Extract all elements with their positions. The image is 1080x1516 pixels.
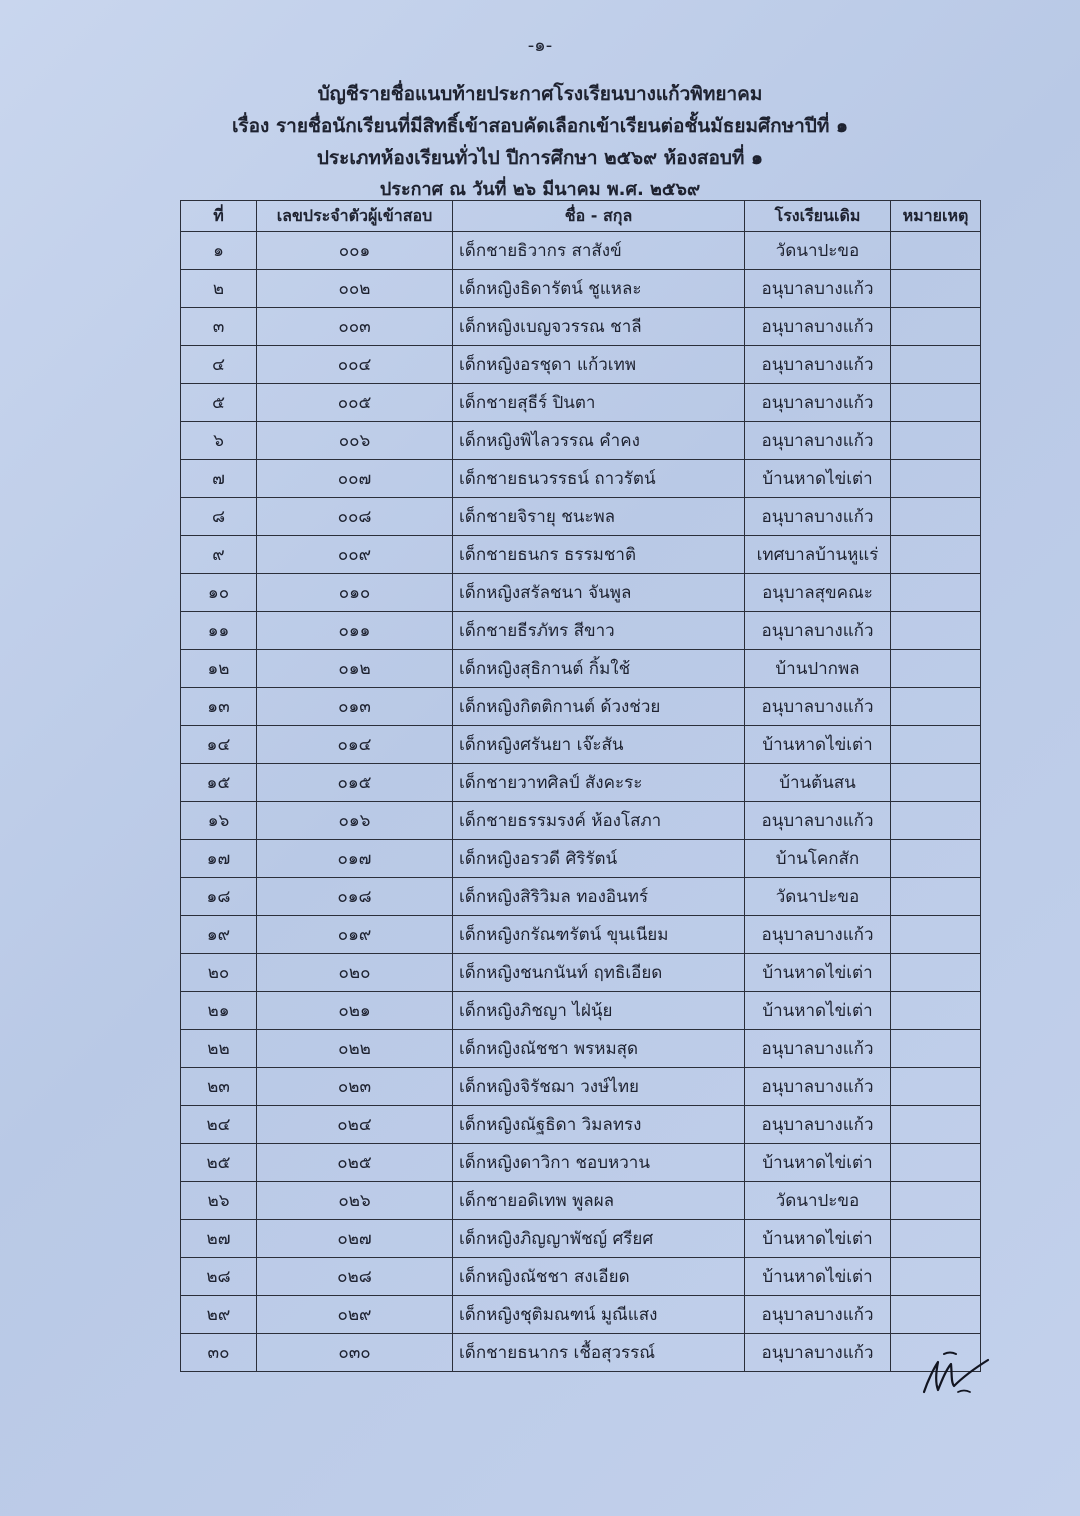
previous-school: บ้านหาดไข่เต่า xyxy=(745,1220,891,1258)
note xyxy=(891,878,981,916)
row-number: ๒๙ xyxy=(181,1296,257,1334)
student-name: เด็กชายสุธีร์ ปินตา xyxy=(453,384,745,422)
table-header-row xyxy=(181,201,981,232)
col-header-note: หมายเหตุ xyxy=(891,201,981,232)
student-name: เด็กหญิงจิรัชฌา วงษ์ไทย xyxy=(453,1068,745,1106)
note xyxy=(891,840,981,878)
previous-school: บ้านหาดไข่เต่า xyxy=(745,1258,891,1296)
previous-school: อนุบาลสุขคณะ xyxy=(745,574,891,612)
table-row xyxy=(181,916,981,954)
previous-school: อนุบาลบางแก้ว xyxy=(745,1106,891,1144)
previous-school: บ้านหาดไข่เต่า xyxy=(745,1144,891,1182)
table-row xyxy=(181,460,981,498)
row-number: ๓ xyxy=(181,308,257,346)
note xyxy=(891,764,981,802)
table-row xyxy=(181,270,981,308)
previous-school: บ้านหาดไข่เต่า xyxy=(745,992,891,1030)
exam-id: ๐๑๓ xyxy=(257,688,453,726)
header-category: ประเภทห้องเรียนทั่วไป ปีการศึกษา ๒๕๖๙ ห้องสอบที่ ๑ xyxy=(316,147,764,169)
student-name: เด็กหญิงชนกนันท์ ฤทธิเอียด xyxy=(453,954,745,992)
row-number: ๒๓ xyxy=(181,1068,257,1106)
student-name: เด็กหญิงกิตติกานต์ ด้วงช่วย xyxy=(453,688,745,726)
row-number: ๒๑ xyxy=(181,992,257,1030)
note xyxy=(891,574,981,612)
student-name: เด็กชายอดิเทพ พูลผล xyxy=(453,1182,745,1220)
note xyxy=(891,384,981,422)
previous-school: บ้านปากพล xyxy=(745,650,891,688)
note xyxy=(891,498,981,536)
exam-id: ๐๐๒ xyxy=(257,270,453,308)
student-name: เด็กหญิงชุติมณฑน์ มูณีแสง xyxy=(453,1296,745,1334)
exam-id: ๐๑๕ xyxy=(257,764,453,802)
exam-id: ๐๒๕ xyxy=(257,1144,453,1182)
student-roster-table xyxy=(180,200,981,1372)
exam-id: ๐๑๘ xyxy=(257,878,453,916)
previous-school: อนุบาลบางแก้ว xyxy=(745,498,891,536)
table-row xyxy=(181,1182,981,1220)
previous-school: อนุบาลบางแก้ว xyxy=(745,346,891,384)
table-row xyxy=(181,688,981,726)
row-number: ๒๔ xyxy=(181,1106,257,1144)
table-row xyxy=(181,878,981,916)
table-row xyxy=(181,1296,981,1334)
page-number: -๑- xyxy=(527,35,553,56)
previous-school: อนุบาลบางแก้ว xyxy=(745,1296,891,1334)
note xyxy=(891,1068,981,1106)
previous-school: อนุบาลบางแก้ว xyxy=(745,802,891,840)
table-row xyxy=(181,308,981,346)
row-number: ๔ xyxy=(181,346,257,384)
row-number: ๓๐ xyxy=(181,1334,257,1372)
note xyxy=(891,1258,981,1296)
note xyxy=(891,1296,981,1334)
row-number: ๙ xyxy=(181,536,257,574)
exam-id: ๐๑๔ xyxy=(257,726,453,764)
header-subject: เรื่อง รายชื่อนักเรียนที่มีสิทธิ์เข้าสอบคัดเลือกเข้าเรียนต่อชั้นมัธยมศึกษาปีที่ ๑ xyxy=(231,115,849,137)
note xyxy=(891,308,981,346)
exam-id: ๐๒๘ xyxy=(257,1258,453,1296)
exam-id: ๐๐๖ xyxy=(257,422,453,460)
row-number: ๑๓ xyxy=(181,688,257,726)
table-row xyxy=(181,346,981,384)
exam-id: ๐๒๗ xyxy=(257,1220,453,1258)
table-row xyxy=(181,1220,981,1258)
table-row xyxy=(181,1030,981,1068)
previous-school: อนุบาลบางแก้ว xyxy=(745,1068,891,1106)
note xyxy=(891,1106,981,1144)
exam-id: ๐๒๐ xyxy=(257,954,453,992)
exam-id: ๐๒๔ xyxy=(257,1106,453,1144)
student-name: เด็กหญิงณัชชา พรหมสุด xyxy=(453,1030,745,1068)
table-row xyxy=(181,612,981,650)
previous-school: อนุบาลบางแก้ว xyxy=(745,384,891,422)
table-row xyxy=(181,574,981,612)
table-row xyxy=(181,422,981,460)
row-number: ๑๖ xyxy=(181,802,257,840)
exam-id: ๐๐๑ xyxy=(257,232,453,270)
exam-id: ๐๒๓ xyxy=(257,1068,453,1106)
student-name: เด็กหญิงอรชุดา แก้วเทพ xyxy=(453,346,745,384)
row-number: ๗ xyxy=(181,460,257,498)
note xyxy=(891,232,981,270)
note xyxy=(891,270,981,308)
header-title: บัญชีรายชื่อแนบท้ายประกาศโรงเรียนบางแก้วพิทยาคม xyxy=(317,83,763,105)
row-number: ๒ xyxy=(181,270,257,308)
student-name: เด็กหญิงดาวิกา ชอบหวาน xyxy=(453,1144,745,1182)
table-row xyxy=(181,384,981,422)
row-number: ๒๕ xyxy=(181,1144,257,1182)
previous-school: อนุบาลบางแก้ว xyxy=(745,308,891,346)
student-name: เด็กชายธนากร เชื้อสุวรรณ์ xyxy=(453,1334,745,1372)
note xyxy=(891,1030,981,1068)
table-row xyxy=(181,232,981,270)
row-number: ๒๐ xyxy=(181,954,257,992)
row-number: ๑๐ xyxy=(181,574,257,612)
exam-id: ๐๑๒ xyxy=(257,650,453,688)
exam-id: ๐๑๗ xyxy=(257,840,453,878)
table-row xyxy=(181,1144,981,1182)
student-name: เด็กชายธรรมรงค์ ห้องโสภา xyxy=(453,802,745,840)
exam-id: ๐๐๔ xyxy=(257,346,453,384)
row-number: ๕ xyxy=(181,384,257,422)
row-number: ๑๘ xyxy=(181,878,257,916)
row-number: ๑๑ xyxy=(181,612,257,650)
row-number: ๘ xyxy=(181,498,257,536)
student-name: เด็กชายธนวรรธน์ ถาวรัตน์ xyxy=(453,460,745,498)
col-header-exam-id: เลขประจำตัวผู้เข้าสอบ xyxy=(257,201,453,232)
table-row xyxy=(181,954,981,992)
note xyxy=(891,346,981,384)
note xyxy=(891,954,981,992)
exam-id: ๐๒๖ xyxy=(257,1182,453,1220)
row-number: ๖ xyxy=(181,422,257,460)
exam-id: ๐๐๘ xyxy=(257,498,453,536)
col-header-name: ชื่อ - สกุล xyxy=(453,201,745,232)
student-name: เด็กชายจิรายุ ชนะพล xyxy=(453,498,745,536)
note xyxy=(891,422,981,460)
exam-id: ๐๐๓ xyxy=(257,308,453,346)
note xyxy=(891,726,981,764)
row-number: ๒๒ xyxy=(181,1030,257,1068)
student-name: เด็กหญิงภิชญา ไฝ่นุ้ย xyxy=(453,992,745,1030)
student-name: เด็กชายธิวากร สาสังข์ xyxy=(453,232,745,270)
row-number: ๒๘ xyxy=(181,1258,257,1296)
student-name: เด็กหญิงศรันยา เจ๊ะสัน xyxy=(453,726,745,764)
col-header-school: โรงเรียนเดิม xyxy=(745,201,891,232)
previous-school: อนุบาลบางแก้ว xyxy=(745,422,891,460)
col-header-no: ที่ xyxy=(181,201,257,232)
student-name: เด็กหญิงเบญจวรรณ ชาลี xyxy=(453,308,745,346)
note xyxy=(891,992,981,1030)
table-body xyxy=(181,232,981,1372)
row-number: ๑๒ xyxy=(181,650,257,688)
note xyxy=(891,612,981,650)
student-name: เด็กหญิงกรัณฑรัตน์ ขุนเนียม xyxy=(453,916,745,954)
previous-school: บ้านหาดไข่เต่า xyxy=(745,460,891,498)
table-row xyxy=(181,992,981,1030)
note xyxy=(891,916,981,954)
table-row xyxy=(181,536,981,574)
table-row xyxy=(181,498,981,536)
exam-id: ๐๒๒ xyxy=(257,1030,453,1068)
previous-school: วัดนาปะขอ xyxy=(745,1182,891,1220)
student-name: เด็กหญิงณัฐธิดา วิมลทรง xyxy=(453,1106,745,1144)
student-name: เด็กหญิงพิไลวรรณ คำคง xyxy=(453,422,745,460)
row-number: ๑๕ xyxy=(181,764,257,802)
note xyxy=(891,650,981,688)
exam-id: ๐๑๐ xyxy=(257,574,453,612)
table-row xyxy=(181,764,981,802)
previous-school: อนุบาลบางแก้ว xyxy=(745,916,891,954)
note xyxy=(891,688,981,726)
student-name: เด็กชายวาทศิลป์ สังคะระ xyxy=(453,764,745,802)
row-number: ๑ xyxy=(181,232,257,270)
student-name: เด็กหญิงอรวดี ศิริรัตน์ xyxy=(453,840,745,878)
exam-id: ๐๑๖ xyxy=(257,802,453,840)
exam-id: ๐๑๑ xyxy=(257,612,453,650)
student-name: เด็กหญิงสิริวิมล ทองอินทร์ xyxy=(453,878,745,916)
student-name: เด็กชายธีรภัทร สีขาว xyxy=(453,612,745,650)
student-name: เด็กหญิงสุธิกานต์ กิ้มใช้ xyxy=(453,650,745,688)
table-row xyxy=(181,1106,981,1144)
exam-id: ๐๓๐ xyxy=(257,1334,453,1372)
previous-school: เทศบาลบ้านหูแร่ xyxy=(745,536,891,574)
row-number: ๑๔ xyxy=(181,726,257,764)
exam-id: ๐๒๑ xyxy=(257,992,453,1030)
previous-school: บ้านโคกสัก xyxy=(745,840,891,878)
student-name: เด็กชายธนกร ธรรมชาติ xyxy=(453,536,745,574)
previous-school: บ้านหาดไข่เต่า xyxy=(745,954,891,992)
student-name: เด็กหญิงณัชชา สงเอียด xyxy=(453,1258,745,1296)
table-row xyxy=(181,1068,981,1106)
exam-id: ๐๐๕ xyxy=(257,384,453,422)
signature-icon xyxy=(918,1340,998,1400)
previous-school: บ้านหาดไข่เต่า xyxy=(745,726,891,764)
exam-id: ๐๐๙ xyxy=(257,536,453,574)
table-row xyxy=(181,650,981,688)
exam-id: ๐๒๙ xyxy=(257,1296,453,1334)
table-row xyxy=(181,802,981,840)
previous-school: อนุบาลบางแก้ว xyxy=(745,270,891,308)
note xyxy=(891,1220,981,1258)
header-date: ประกาศ ณ วันที่ ๒๖ มีนาคม พ.ศ. ๒๕๖๙ xyxy=(379,179,701,200)
table-row xyxy=(181,1258,981,1296)
table-row xyxy=(181,726,981,764)
previous-school: วัดนาปะขอ xyxy=(745,232,891,270)
row-number: ๒๖ xyxy=(181,1182,257,1220)
student-name: เด็กหญิงธิดารัตน์ ชูแหละ xyxy=(453,270,745,308)
student-name: เด็กหญิงภิญญาพัชญ์ ศรียศ xyxy=(453,1220,745,1258)
exam-id: ๐๐๗ xyxy=(257,460,453,498)
row-number: ๑๙ xyxy=(181,916,257,954)
exam-id: ๐๑๙ xyxy=(257,916,453,954)
note xyxy=(891,1182,981,1220)
note xyxy=(891,802,981,840)
previous-school: อนุบาลบางแก้ว xyxy=(745,612,891,650)
document-header xyxy=(0,78,1080,206)
table-row xyxy=(181,840,981,878)
row-number: ๑๗ xyxy=(181,840,257,878)
table-row xyxy=(181,1334,981,1372)
previous-school: อนุบาลบางแก้ว xyxy=(745,1030,891,1068)
note xyxy=(891,460,981,498)
row-number: ๒๗ xyxy=(181,1220,257,1258)
previous-school: อนุบาลบางแก้ว xyxy=(745,1334,891,1372)
previous-school: บ้านต้นสน xyxy=(745,764,891,802)
student-name: เด็กหญิงสรัลชนา จันพูล xyxy=(453,574,745,612)
previous-school: วัดนาปะขอ xyxy=(745,878,891,916)
note xyxy=(891,1144,981,1182)
previous-school: อนุบาลบางแก้ว xyxy=(745,688,891,726)
note xyxy=(891,536,981,574)
